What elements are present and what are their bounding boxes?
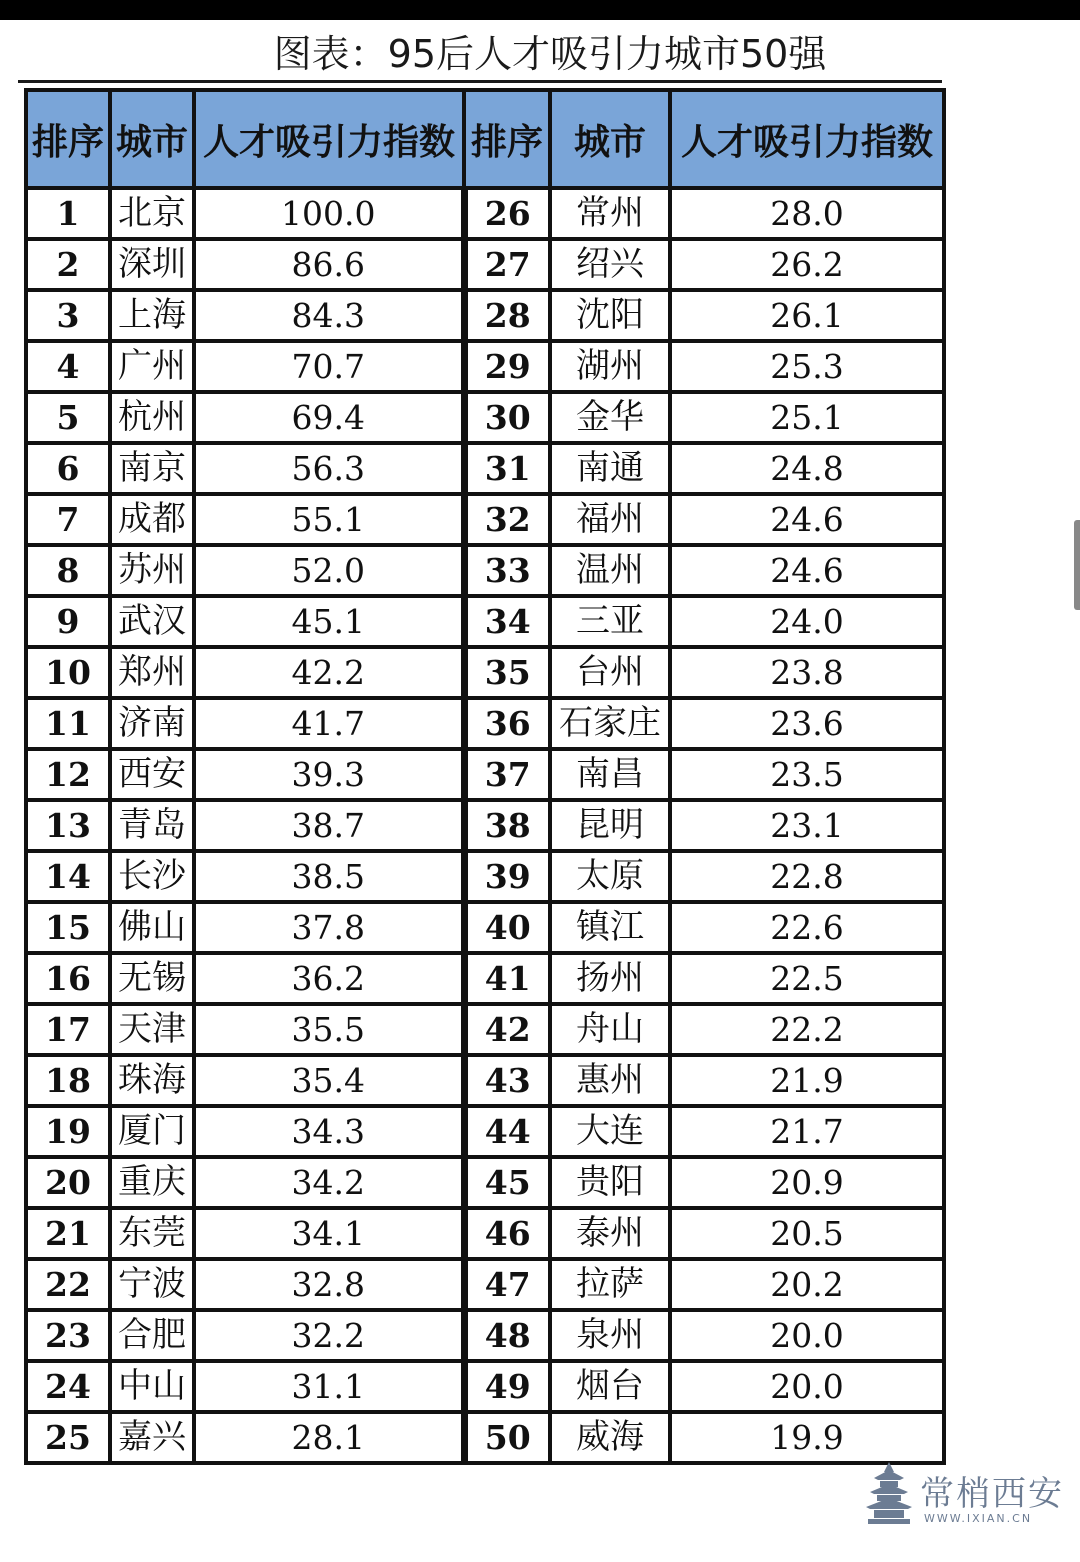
index-cell-2: 20.9 — [670, 1157, 944, 1208]
rank-cell-2: 33 — [464, 545, 550, 596]
city-cell: 东莞 — [110, 1208, 194, 1259]
index-cell-2: 22.6 — [670, 902, 944, 953]
city-cell: 成都 — [110, 494, 194, 545]
index-cell-2: 22.2 — [670, 1004, 944, 1055]
rank-cell-2: 32 — [464, 494, 550, 545]
table-row — [26, 494, 944, 545]
index-cell-2: 26.2 — [670, 239, 944, 290]
city-cell-2: 金华 — [550, 392, 670, 443]
index-cell: 84.3 — [194, 290, 464, 341]
city-cell-2: 泰州 — [550, 1208, 670, 1259]
index-cell-2: 22.8 — [670, 851, 944, 902]
table-row — [26, 1004, 944, 1055]
rank-cell-2: 43 — [464, 1055, 550, 1106]
rank-cell-2: 34 — [464, 596, 550, 647]
city-cell-2: 台州 — [550, 647, 670, 698]
rank-cell-2: 50 — [464, 1412, 550, 1463]
city-cell-2: 扬州 — [550, 953, 670, 1004]
table-row — [26, 1106, 944, 1157]
rank-cell-2: 38 — [464, 800, 550, 851]
rank-cell: 22 — [26, 1259, 110, 1310]
city-cell-2: 威海 — [550, 1412, 670, 1463]
table-row — [26, 290, 944, 341]
rank-cell: 18 — [26, 1055, 110, 1106]
table-row — [26, 1157, 944, 1208]
index-cell: 32.2 — [194, 1310, 464, 1361]
index-cell-2: 28.0 — [670, 188, 944, 239]
index-cell: 38.7 — [194, 800, 464, 851]
rank-cell-2: 46 — [464, 1208, 550, 1259]
city-cell: 广州 — [110, 341, 194, 392]
rank-cell: 19 — [26, 1106, 110, 1157]
index-cell: 55.1 — [194, 494, 464, 545]
rank-cell: 2 — [26, 239, 110, 290]
header-rank: 排序 — [26, 90, 110, 188]
watermark-text: 常梢西安 — [920, 1474, 1064, 1514]
city-cell: 中山 — [110, 1361, 194, 1412]
rank-cell: 6 — [26, 443, 110, 494]
rank-cell-2: 47 — [464, 1259, 550, 1310]
index-cell-2: 20.2 — [670, 1259, 944, 1310]
city-cell-2: 绍兴 — [550, 239, 670, 290]
table-row — [26, 1259, 944, 1310]
city-cell: 郑州 — [110, 647, 194, 698]
city-cell: 北京 — [110, 188, 194, 239]
rank-cell-2: 27 — [464, 239, 550, 290]
index-cell-2: 23.8 — [670, 647, 944, 698]
city-cell-2: 太原 — [550, 851, 670, 902]
table-row — [26, 953, 944, 1004]
city-cell: 上海 — [110, 290, 194, 341]
rank-cell: 8 — [26, 545, 110, 596]
city-cell-2: 温州 — [550, 545, 670, 596]
city-cell-2: 舟山 — [550, 1004, 670, 1055]
table-header-row — [26, 90, 944, 188]
table-row — [26, 851, 944, 902]
rank-cell: 5 — [26, 392, 110, 443]
city-cell: 嘉兴 — [110, 1412, 194, 1463]
city-cell: 合肥 — [110, 1310, 194, 1361]
city-cell-2: 惠州 — [550, 1055, 670, 1106]
rank-cell-2: 37 — [464, 749, 550, 800]
rank-cell: 9 — [26, 596, 110, 647]
header-index: 人才吸引力指数 — [194, 90, 464, 188]
index-cell: 32.8 — [194, 1259, 464, 1310]
city-cell: 佛山 — [110, 902, 194, 953]
city-cell-2: 常州 — [550, 188, 670, 239]
city-cell-2: 泉州 — [550, 1310, 670, 1361]
index-cell: 39.3 — [194, 749, 464, 800]
index-cell: 45.1 — [194, 596, 464, 647]
index-cell: 52.0 — [194, 545, 464, 596]
city-cell: 武汉 — [110, 596, 194, 647]
table-row — [26, 443, 944, 494]
city-cell-2: 三亚 — [550, 596, 670, 647]
rank-cell: 1 — [26, 188, 110, 239]
index-cell-2: 23.5 — [670, 749, 944, 800]
city-cell: 宁波 — [110, 1259, 194, 1310]
index-cell-2: 21.9 — [670, 1055, 944, 1106]
rank-cell: 17 — [26, 1004, 110, 1055]
rank-cell-2: 36 — [464, 698, 550, 749]
index-cell: 38.5 — [194, 851, 464, 902]
index-cell: 69.4 — [194, 392, 464, 443]
table-row — [26, 1310, 944, 1361]
city-cell: 重庆 — [110, 1157, 194, 1208]
city-cell-2: 贵阳 — [550, 1157, 670, 1208]
city-cell-2: 湖州 — [550, 341, 670, 392]
rank-cell: 3 — [26, 290, 110, 341]
header-rank-2: 排序 — [464, 90, 550, 188]
city-cell: 珠海 — [110, 1055, 194, 1106]
table-row — [26, 1361, 944, 1412]
index-cell: 70.7 — [194, 341, 464, 392]
index-cell-2: 20.0 — [670, 1361, 944, 1412]
city-cell-2: 石家庄 — [550, 698, 670, 749]
city-cell-2: 烟台 — [550, 1361, 670, 1412]
city-cell-2: 昆明 — [550, 800, 670, 851]
rank-cell-2: 44 — [464, 1106, 550, 1157]
index-cell: 34.1 — [194, 1208, 464, 1259]
city-cell: 济南 — [110, 698, 194, 749]
header-city-2: 城市 — [550, 90, 670, 188]
index-cell: 35.4 — [194, 1055, 464, 1106]
table-row — [26, 392, 944, 443]
index-cell-2: 20.5 — [670, 1208, 944, 1259]
ranking-table — [24, 88, 946, 1465]
city-cell-2: 拉萨 — [550, 1259, 670, 1310]
index-cell-2: 21.7 — [670, 1106, 944, 1157]
rank-cell-2: 31 — [464, 443, 550, 494]
index-cell-2: 25.3 — [670, 341, 944, 392]
index-cell-2: 25.1 — [670, 392, 944, 443]
rank-cell-2: 35 — [464, 647, 550, 698]
rank-cell: 14 — [26, 851, 110, 902]
city-cell-2: 沈阳 — [550, 290, 670, 341]
city-cell: 苏州 — [110, 545, 194, 596]
index-cell: 35.5 — [194, 1004, 464, 1055]
top-status-bar — [0, 0, 1080, 20]
city-cell: 西安 — [110, 749, 194, 800]
table-row — [26, 698, 944, 749]
rank-cell: 21 — [26, 1208, 110, 1259]
index-cell: 86.6 — [194, 239, 464, 290]
rank-cell-2: 29 — [464, 341, 550, 392]
index-cell-2: 24.6 — [670, 494, 944, 545]
index-cell-2: 24.0 — [670, 596, 944, 647]
index-cell-2: 26.1 — [670, 290, 944, 341]
rank-cell-2: 49 — [464, 1361, 550, 1412]
rank-cell: 4 — [26, 341, 110, 392]
table-body — [26, 188, 944, 1463]
rank-cell: 23 — [26, 1310, 110, 1361]
index-cell: 28.1 — [194, 1412, 464, 1463]
rank-cell-2: 42 — [464, 1004, 550, 1055]
rank-cell-2: 30 — [464, 392, 550, 443]
table-row — [26, 647, 944, 698]
title-rule — [18, 80, 942, 83]
index-cell: 31.1 — [194, 1361, 464, 1412]
rank-cell-2: 48 — [464, 1310, 550, 1361]
index-cell: 100.0 — [194, 188, 464, 239]
table-row — [26, 188, 944, 239]
rank-cell: 10 — [26, 647, 110, 698]
city-cell-2: 南昌 — [550, 749, 670, 800]
index-cell-2: 23.6 — [670, 698, 944, 749]
index-cell-2: 22.5 — [670, 953, 944, 1004]
index-cell: 34.3 — [194, 1106, 464, 1157]
table-row — [26, 1412, 944, 1463]
ranking-table-container — [24, 88, 946, 1465]
rank-cell-2: 28 — [464, 290, 550, 341]
city-cell-2: 南通 — [550, 443, 670, 494]
table-row — [26, 902, 944, 953]
city-cell: 杭州 — [110, 392, 194, 443]
table-row — [26, 1055, 944, 1106]
index-cell-2: 19.9 — [670, 1412, 944, 1463]
rank-cell-2: 39 — [464, 851, 550, 902]
table-row — [26, 800, 944, 851]
city-cell-2: 镇江 — [550, 902, 670, 953]
city-cell: 青岛 — [110, 800, 194, 851]
index-cell-2: 23.1 — [670, 800, 944, 851]
city-cell: 南京 — [110, 443, 194, 494]
index-cell: 37.8 — [194, 902, 464, 953]
index-cell-2: 24.6 — [670, 545, 944, 596]
index-cell-2: 20.0 — [670, 1310, 944, 1361]
pagoda-icon — [864, 1460, 914, 1526]
rank-cell: 13 — [26, 800, 110, 851]
rank-cell: 20 — [26, 1157, 110, 1208]
index-cell: 42.2 — [194, 647, 464, 698]
rank-cell: 25 — [26, 1412, 110, 1463]
rank-cell: 12 — [26, 749, 110, 800]
table-row — [26, 545, 944, 596]
watermark-url: WWW.IXIAN.CN — [924, 1512, 1033, 1525]
rank-cell: 16 — [26, 953, 110, 1004]
city-cell: 深圳 — [110, 239, 194, 290]
table-row — [26, 239, 944, 290]
rank-cell-2: 26 — [464, 188, 550, 239]
city-cell: 厦门 — [110, 1106, 194, 1157]
header-city: 城市 — [110, 90, 194, 188]
site-watermark — [864, 1460, 1064, 1530]
index-cell: 41.7 — [194, 698, 464, 749]
city-cell-2: 福州 — [550, 494, 670, 545]
page-title: 图表：95后人才吸引力城市50强 — [273, 32, 827, 76]
index-cell: 56.3 — [194, 443, 464, 494]
rank-cell: 11 — [26, 698, 110, 749]
index-cell: 34.2 — [194, 1157, 464, 1208]
rank-cell-2: 45 — [464, 1157, 550, 1208]
edge-handle — [1074, 520, 1080, 610]
table-row — [26, 341, 944, 392]
rank-cell-2: 41 — [464, 953, 550, 1004]
rank-cell-2: 40 — [464, 902, 550, 953]
table-row — [26, 596, 944, 647]
city-cell: 天津 — [110, 1004, 194, 1055]
table-row — [26, 749, 944, 800]
index-cell-2: 24.8 — [670, 443, 944, 494]
table-row — [26, 1208, 944, 1259]
city-cell: 无锡 — [110, 953, 194, 1004]
index-cell: 36.2 — [194, 953, 464, 1004]
rank-cell: 15 — [26, 902, 110, 953]
rank-cell: 24 — [26, 1361, 110, 1412]
rank-cell: 7 — [26, 494, 110, 545]
city-cell-2: 大连 — [550, 1106, 670, 1157]
city-cell: 长沙 — [110, 851, 194, 902]
header-index-2: 人才吸引力指数 — [670, 90, 944, 188]
